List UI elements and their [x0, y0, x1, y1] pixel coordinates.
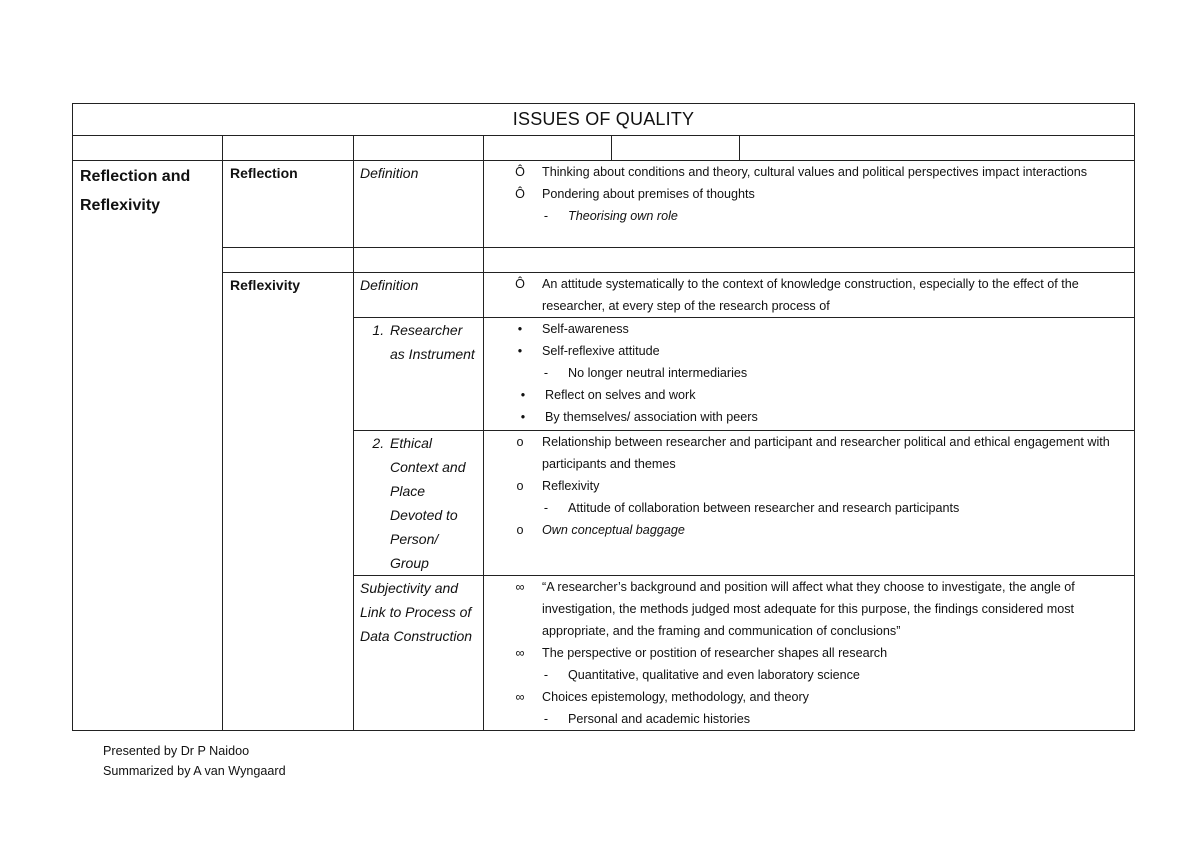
list-item: o Own conceptual baggage	[516, 523, 685, 537]
list-item: ∞ Choices epistemology, methodology, and theory	[515, 690, 809, 704]
list-item: Ô Thinking about conditions and theory, cultural values and political perspectives impact interactions	[515, 165, 1088, 179]
reflexivity-definition-content	[484, 273, 1135, 318]
list-item: • Reflect on selves and work	[520, 388, 696, 402]
ethical-context-content	[484, 431, 1135, 576]
list-item: • By themselves/ association with peers	[520, 410, 758, 424]
subjectivity-label: Subjectivity and Link to Process of Data Construction	[354, 576, 484, 731]
researcher-instrument-text: 1. Researcher as Instrument	[388, 318, 477, 366]
list-item: • Self-reflexive attitude	[517, 344, 660, 358]
blank-separator-row	[73, 248, 1135, 273]
theme-line-2: Reflexivity	[80, 197, 161, 214]
list-item: o Reflexivity	[516, 479, 600, 493]
list-item: Ô Pondering about premises of thoughts	[515, 187, 755, 201]
theme-cell	[73, 161, 223, 731]
list-item: - Theorising own role	[543, 209, 678, 223]
researcher-instrument-content	[484, 318, 1135, 431]
quality-table	[72, 103, 1135, 731]
concept-reflection: Reflection	[223, 161, 354, 248]
footer-presented: Presented by Dr P Naidoo	[103, 744, 250, 758]
theme-line-1: Reflection and	[80, 168, 191, 185]
reflection-content	[484, 161, 1135, 248]
table-title: ISSUES OF QUALITY	[73, 104, 1135, 136]
list-item: Ô An attitude systematically to the context of knowledge construction, especially to the effect of the researcher, at every step of the research process of	[515, 277, 1079, 313]
list-item: - No longer neutral intermediaries	[543, 366, 748, 380]
reflection-definition-label: Definition	[354, 161, 484, 248]
list-item: • Self-awareness	[517, 322, 629, 336]
footer-summarized: Summarized by A van Wyngaard	[103, 764, 286, 778]
subjectivity-content	[484, 576, 1135, 731]
list-item: - Quantitative, qualitative and even laboratory science	[543, 668, 860, 682]
list-item: ∞ The perspective or postition of researcher shapes all research	[515, 646, 888, 660]
list-item: - Attitude of collaboration between researcher and research participants	[543, 501, 960, 515]
ethical-context-label	[354, 431, 484, 576]
reflexivity-definition-label: Definition	[354, 273, 484, 318]
list-item: ∞ “A researcher’s background and position will affect what they choose to investigate, the angle of investigation, the methods judged most adequate for this purpose, the findings considered most appropriate, and the framing and communication of conclusions”	[515, 580, 1075, 638]
list-item: o Relationship between researcher and participant and researcher political and ethical engagement with participants and themes	[516, 435, 1110, 471]
researcher-instrument-label	[354, 318, 484, 431]
list-item: - Personal and academic histories	[543, 712, 751, 726]
ethical-context-text: 2. Ethical Context and Place Devoted to Person/ Group	[388, 431, 477, 575]
blank-header-row	[73, 136, 1135, 161]
concept-reflexivity: Reflexivity	[223, 273, 354, 731]
